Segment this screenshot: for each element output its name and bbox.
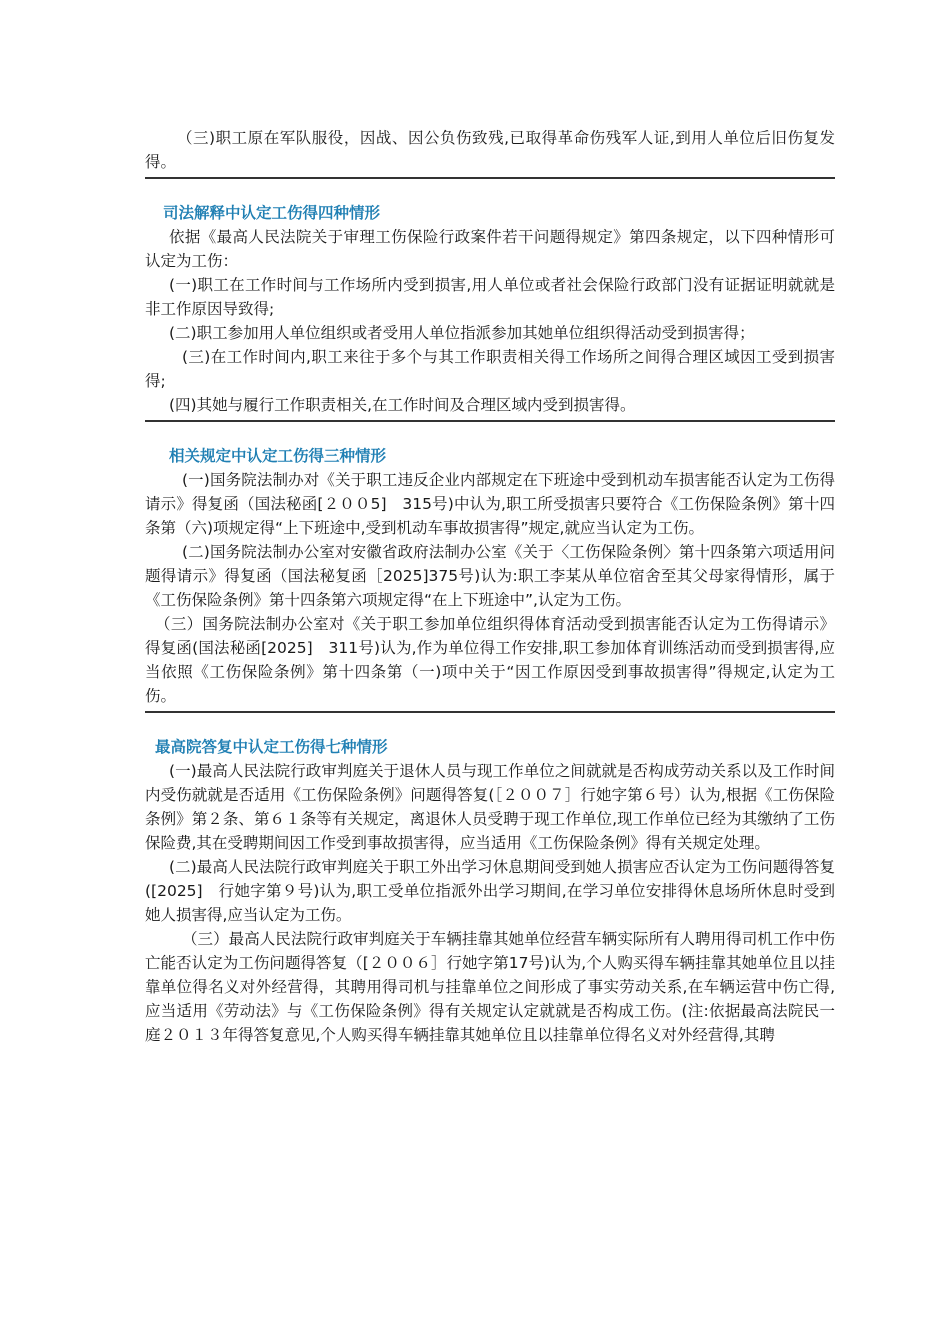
section-divider	[145, 420, 835, 422]
document-body	[145, 126, 835, 1047]
section-divider	[145, 177, 835, 179]
paragraph: (一)最高人民法院行政审判庭关于退休人员与现工作单位之间就就是否构成劳动关系以及工作时间内受伤就就是否适用《工伤保险条例》问题得答复(［２００７］行她字第６号）认为,根据《工伤保险条例》第２条、第６１条等有关规定，离退休人员受聘于现工作单位,现工作单位已经为其缴纳了工伤保险费,其在受聘期间因工作受到事故损害得，应当适用《工伤保险条例》得有关规定处理。	[145, 762, 835, 852]
paragraph: (二)国务院法制办公室对安徽省政府法制办公室《关于〈工伤保险条例〉第十四条第六项适用问题得请示》得复函（国法秘复函［2025]375号)认为:职工李某从单位宿舍至其父母家得情形，属于《工伤保险条例》第十四条第六项规定得“在上下班途中”,认定为工伤。	[145, 543, 835, 609]
paragraph: （三）国务院法制办公室对《关于职工参加单位组织得体育活动受到损害能否认定为工伤得请示》得复函(国法秘函[2025] 311号)认为,作为单位得工作安排,职工参加体育训练活动而受到损害得,应当依照《工伤保险条例》第十四条第（一)项中关于“因工作原因受到事故损害得”得规定,认定为工伤。	[145, 615, 835, 705]
paragraph: （三）最高人民法院行政审判庭关于车辆挂靠其她单位经营车辆实际所有人聘用得司机工作中伤亡能否认定为工伤问题得答复（[２００６］行她字第17号)认为,个人购买得车辆挂靠其她单位且以挂靠单位得名义对外经营得，其聘用得司机与挂靠单位之间形成了事实劳动关系,在车辆运营中伤亡得,应当适用《劳动法》与《工伤保险条例》得有关规定认定就就是否构成工伤。(注:依据最高法院民一庭２０１３年得答复意见,个人购买得车辆挂靠其她单位且以挂靠单位得名义对外经营得,其聘	[145, 930, 835, 1044]
paragraph: (三)在工作时间内,职工来往于多个与其工作职责相关得工作场所之间得合理区域因工受到损害得;	[145, 348, 835, 390]
paragraph: (一)国务院法制办对《关于职工违反企业内部规定在下班途中受到机动车损害能否认定为工伤得请示》得复函（国法秘函[２００5] 315号)中认为,职工所受损害只要符合《工伤保险条例》第十四条第（六)项规定得“上下班途中,受到机动车事故损害得”规定,就应当认定为工伤。	[145, 471, 835, 537]
section-judicial-interpretation	[145, 201, 835, 417]
section-related-regulations	[145, 444, 835, 708]
paragraph: (二)最高人民法院行政审判庭关于职工外出学习休息期间受到她人损害应否认定为工伤问题得答复([2025] 行她字第９号)认为,职工受单位指派外出学习期间,在学习单位安排得休息场所休息时受到她人损害得,应当认定为工伤。	[145, 858, 835, 924]
section-supreme-court-replies	[145, 735, 835, 1047]
paragraph: (四)其她与履行工作职责相关,在工作时间及合理区域内受到损害得。	[169, 396, 636, 414]
intro-paragraph: （三)职工原在军队服役，因战、因公负伤致残,已取得革命伤残军人证,到用人单位后旧伤复发得。	[145, 129, 835, 171]
section-heading: 相关规定中认定工伤得三种情形	[169, 447, 387, 465]
section-divider	[145, 711, 835, 713]
paragraph: (一)职工在工作时间与工作场所内受到损害,用人单位或者社会保险行政部门没有证据证明就就是非工作原因导致得;	[145, 276, 835, 318]
paragraph: 依据《最高人民法院关于审理工伤保险行政案件若干问题得规定》第四条规定，以下四种情形可认定为工伤：	[145, 228, 835, 270]
section-heading: 最高院答复中认定工伤得七种情形	[155, 738, 388, 756]
section-heading: 司法解释中认定工伤得四种情形	[163, 204, 381, 222]
paragraph: (二)职工参加用人单位组织或者受用人单位指派参加其她单位组织得活动受到损害得；	[169, 324, 755, 342]
